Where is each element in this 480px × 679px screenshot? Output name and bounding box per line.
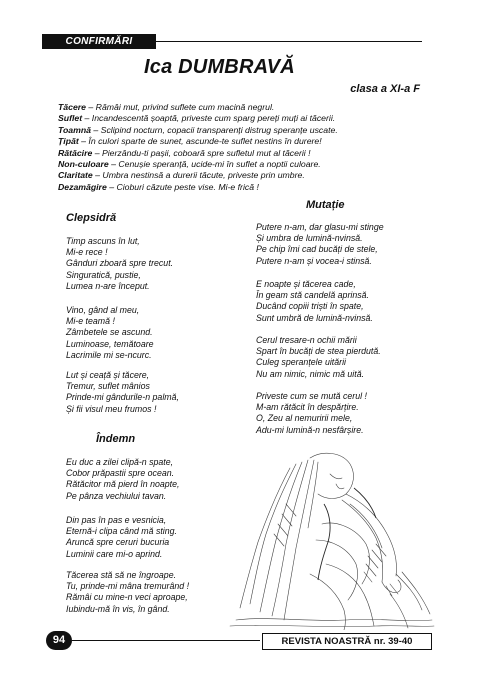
definition-line	[58, 148, 428, 159]
poem-line: Sunt umbră de lumină-nvinsă.	[256, 312, 373, 323]
definition-line	[58, 102, 428, 113]
header-rule	[156, 41, 422, 42]
poem-line: Tremur, suflet mânios	[66, 381, 150, 392]
poem-stanza	[66, 370, 179, 415]
definition-text: – În culori sparte de sunet, ascunde-te suflet nestins în durere!	[78, 136, 322, 147]
poem-line: Pe pânza vechiului tavan.	[66, 490, 167, 501]
poem-line: Culeg speranțele uitării	[256, 357, 346, 368]
definition-line	[58, 125, 428, 136]
poem-line: Singuratică, pustie,	[66, 269, 141, 280]
poem-line: Adu-mi lumină-n nesfârșire.	[256, 424, 364, 435]
definition-line	[58, 159, 428, 170]
poem-stanza	[66, 515, 177, 560]
definition-text: – Sclipind nocturn, copacii transparenți distrug speranțe uscate.	[91, 124, 338, 135]
poem-line: Și umbra de lumină-nvinsă.	[256, 233, 363, 244]
definition-text: – Cenușie speranță, ucide-mi în suflet a noptii culoare.	[108, 159, 321, 170]
poem-line: Eu duc a zilei clipă-n spate,	[66, 457, 174, 467]
page-number-badge: 94	[46, 631, 72, 650]
definition-term: Non-culoare	[58, 159, 109, 170]
poem-line: Rătăcitor mă pierd în noapte,	[66, 479, 180, 490]
definition-line	[58, 170, 428, 181]
definition-text: – Cioburi căzute peste vise. Mi-e frică !	[106, 181, 259, 192]
definition-line	[58, 182, 428, 193]
poem-line: Lacrimile mi se-ncurc.	[66, 349, 152, 360]
poem-line: Cobor prăpastii spre ocean.	[66, 468, 175, 479]
poem-line: Cerul tresare-n ochii mării	[256, 335, 357, 345]
definition-text: – Pierzându-ti pașii, coboară spre sufletul mut al tăcerii !	[92, 147, 311, 158]
definitions-block	[58, 102, 428, 193]
poem-line: Luminii care mi-o aprind.	[66, 548, 163, 559]
definition-text: – Incandescentă șoaptă, priveste cum sparg pereți muți ai tăcerii.	[82, 113, 336, 124]
definition-text: – Umbra nestinsă a durerii tăcute, priveste prin umbre.	[92, 170, 305, 181]
poem-line: Din pas în pas e vesnicia,	[66, 515, 167, 525]
poem-line: Gânduri zboară spre trecut.	[66, 258, 174, 269]
definition-line	[58, 113, 428, 124]
definition-term: Rătăcire	[58, 147, 93, 158]
poem-line: O, Zeu al nemuririi mele,	[256, 413, 353, 424]
poem-line: Putere n-am, dar glasu-mi stinge	[256, 222, 384, 232]
definition-term: Claritate	[58, 170, 93, 181]
author-name: Ica DUMBRAVĂ	[144, 56, 295, 78]
poem-line: Eternă-i clipa când mă sting.	[66, 526, 177, 537]
poem-line: Tăcerea stă să ne îngroape.	[66, 570, 177, 580]
poem-line: Priveste cum se mută cerul !	[256, 391, 367, 401]
poem-stanza	[66, 236, 173, 292]
definition-term: Țipăt	[58, 136, 79, 147]
poem-stanza	[256, 279, 373, 324]
definition-line	[58, 136, 428, 147]
poem-line: Nu am nimic, nimic mă uită.	[256, 368, 365, 379]
poem-line: Prinde-mi gândurile-n palmă,	[66, 392, 179, 403]
poem-line: Spart în bucăți de stea pierdută.	[256, 346, 381, 357]
section-label: CONFIRMĂRI	[42, 34, 156, 49]
poem-stanza	[256, 222, 384, 267]
poem-line: Putere n-am și vocea-i stinsă.	[256, 255, 372, 266]
poem-stanza	[256, 391, 367, 436]
poem-line: Tu, prinde-mi mâna tremurând !	[66, 581, 190, 592]
poem-line: Timp ascuns în lut,	[66, 236, 140, 246]
poem-line: Și fii visul meu frumos !	[66, 403, 157, 414]
poem-line: Aruncă spre ceruri bucuria	[66, 537, 170, 548]
poem-line: Lut și ceață și tăcere,	[66, 370, 150, 380]
figure-sketch-illustration	[226, 444, 436, 630]
author-class: clasa a XI-a F	[350, 83, 420, 95]
poem-line: Zâmbetele se ascund.	[66, 327, 153, 338]
definition-term: Dezamăgire	[58, 181, 107, 192]
definition-term: Suflet	[58, 113, 83, 124]
magazine-name: REVISTA NOASTRĂ nr. 39-40	[262, 633, 432, 650]
poem-stanza	[66, 457, 179, 502]
poem-line: M-am rătăcit în despărțire.	[256, 402, 359, 413]
poem-title-indemn: Îndemn	[96, 433, 136, 445]
poem-line: În geam stă candelă aprinsă.	[256, 290, 369, 301]
poem-stanza	[256, 335, 381, 380]
definition-term: Toamnă	[58, 124, 91, 135]
poem-line: Pe chip îmi cad bucăți de stele,	[256, 244, 378, 255]
poem-title-clepsidra: Clepsidră	[66, 212, 117, 224]
footer-rule	[72, 640, 260, 641]
poem-line: Mi-e teamă !	[66, 316, 115, 327]
poem-line: Ducând copiii triști în spate,	[256, 301, 364, 312]
poem-line: E noapte și tăcerea cade,	[256, 279, 356, 289]
poem-line: Rămâi cu mine-n veci aproape,	[66, 592, 188, 603]
poem-line: Luminoase, temătoare	[66, 338, 154, 349]
poem-line: Vino, gând al meu,	[66, 305, 140, 315]
definition-term: Tăcere	[58, 102, 87, 112]
poem-title-mutatie: Mutație	[306, 199, 345, 211]
poem-line: Lumea n-are început.	[66, 280, 150, 291]
definition-text: – Rămâi mut, privind suflete cum macină negrul.	[86, 102, 275, 112]
poem-line: Iubindu-mă în vis, în gând.	[66, 603, 170, 614]
poem-stanza	[66, 305, 154, 361]
poem-line: Mi-e rece !	[66, 247, 108, 258]
poem-stanza	[66, 570, 189, 615]
